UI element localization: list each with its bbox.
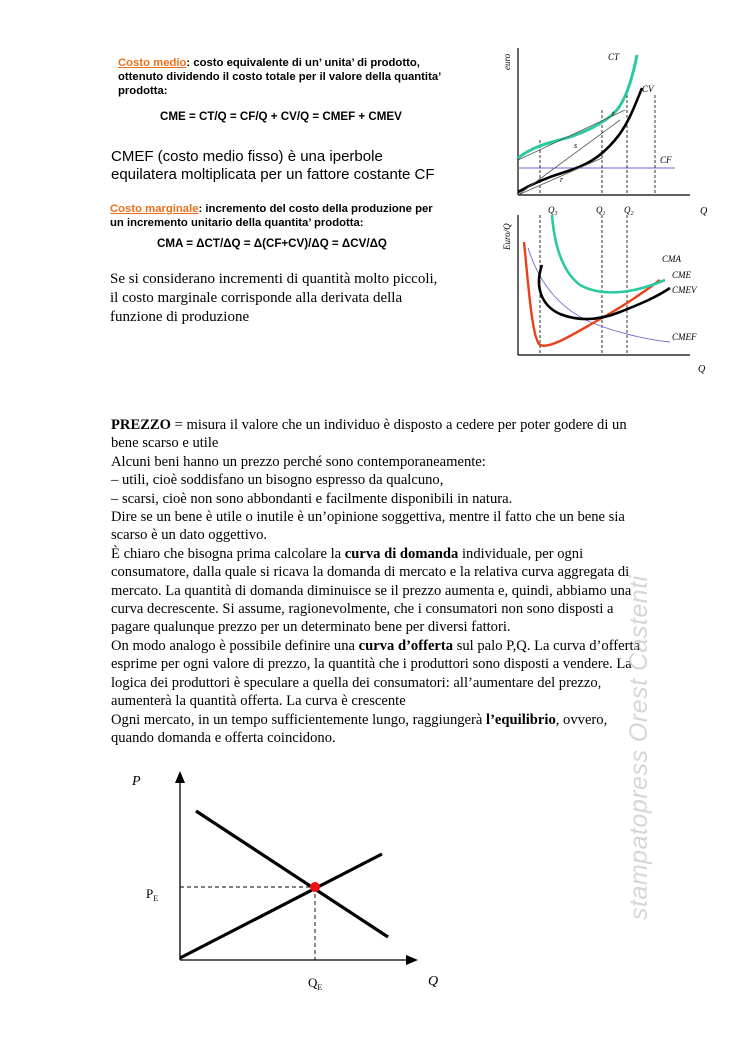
text-line: aumenterà la quantità offerta. La curva è crescente bbox=[111, 693, 406, 710]
cme-curve bbox=[552, 215, 665, 292]
text-span: È chiaro che bisogna prima calcolare la bbox=[111, 545, 345, 562]
derivative-note-line1: Se si considerano incrementi di quantità molto piccoli, bbox=[110, 271, 438, 287]
top-chart-y-label: euro bbox=[502, 53, 512, 70]
text-line: esprime per ogni valore di prezzo, la quantità che i produttori sono disposti a vendere. La bbox=[111, 656, 632, 673]
costo-medio-definition bbox=[118, 56, 478, 98]
ray-s bbox=[518, 120, 620, 195]
derivative-note-line2: il costo marginale corrisponde alla derivata della bbox=[110, 290, 403, 306]
cma-curve bbox=[524, 242, 660, 346]
pe-label: $P_E$ bbox=[146, 886, 159, 903]
cmef-curve bbox=[528, 248, 670, 342]
tick-q2: $Q_2$ bbox=[624, 205, 634, 217]
text-span: Ogni mercato, in un tempo sufficientemente lungo, raggiungerà bbox=[111, 711, 487, 728]
text-line: quando domanda e offerta coincidono. bbox=[111, 729, 336, 746]
cmef-label: CMEF bbox=[672, 332, 697, 342]
eq-x-axis-arrow bbox=[406, 955, 418, 965]
ray-r-label: r bbox=[560, 175, 564, 184]
costo-marginale-definition bbox=[110, 202, 480, 230]
qe-label: $Q_E$ bbox=[308, 975, 323, 992]
cmef-note-line1: CMEF (costo medio fisso) è una iperbole bbox=[111, 148, 383, 165]
text-line: pagare qualunque prezzo per un determinato bene per diversi fattori. bbox=[111, 619, 511, 636]
text-line: scarso è un dato oggettivo. bbox=[111, 527, 268, 544]
text-line: Alcuni beni hanno un prezzo perché sono contemporaneamente: bbox=[111, 453, 486, 470]
demand-curve bbox=[196, 811, 388, 937]
bottom-chart-y-label: Euro/Q bbox=[502, 223, 512, 250]
text-line: bene scarso e utile bbox=[111, 435, 219, 452]
costo-medio-text: : costo equivalente di un’ unita’ di prodotto, bbox=[186, 57, 420, 69]
prezzo-term: PREZZO bbox=[111, 417, 172, 433]
costo-marginale-title: Costo marginale bbox=[110, 203, 199, 215]
cmef-note bbox=[111, 148, 435, 184]
equilibrio-term: l’equilibrio bbox=[486, 711, 556, 728]
costo-medio-text-2: ottenuto dividendo il costo totale per il valore della quantita’ bbox=[118, 71, 442, 83]
tangent-label: t bbox=[612, 109, 615, 118]
cme-formula: CME = CT/Q = CF/Q + CV/Q = CMEF + CMEV bbox=[160, 110, 402, 123]
text-line: – scarsi, cioè non sono abbondanti e facilmente disponibili in natura. bbox=[111, 490, 513, 507]
text-line: Dire se un bene è utile o inutile è un’opinione soggettiva, mentre il fatto che un bene sia bbox=[111, 509, 625, 526]
text-line: – utili, cioè soddisfano un bisogno espresso da qualcuno, bbox=[111, 472, 444, 489]
cv-curve bbox=[518, 88, 642, 192]
ct-label: CT bbox=[608, 52, 620, 62]
cma-label: CMA bbox=[662, 254, 681, 264]
ct-curve bbox=[518, 55, 637, 158]
costo-medio-text-3: prodotta: bbox=[118, 85, 168, 97]
cv-label: CV bbox=[642, 84, 654, 94]
bottom-chart-x-label: Q bbox=[698, 364, 706, 375]
text-line: consumatore, dalla quale si ricava la domanda di mercato e la relativa curva aggregata di bbox=[111, 564, 630, 581]
ray-s-label: s bbox=[574, 141, 578, 150]
supply-curve bbox=[180, 854, 382, 958]
text-span: sul palo P,Q. La curva d’offerta bbox=[453, 637, 641, 654]
cmef-note-line2: equilatera moltiplicata per un fattore costante CF bbox=[111, 166, 435, 183]
curva-offerta-term: curva d’offerta bbox=[358, 637, 454, 654]
eq-y-axis-arrow bbox=[175, 771, 185, 783]
equilibrium-chart bbox=[120, 765, 460, 995]
eq-y-label: P bbox=[132, 774, 141, 789]
cost-curves-figure bbox=[490, 40, 720, 380]
costo-marginale-text-2: un incremento unitario della quantita’ prodotta: bbox=[110, 217, 364, 229]
cme-label: CME bbox=[672, 270, 691, 280]
cf-label: CF bbox=[660, 155, 672, 165]
text-line: mercato. La quantità di domanda diminuisce se il prezzo aumenta e, quindi, abbiamo una bbox=[111, 582, 632, 599]
derivative-note-line3: funzione di produzione bbox=[110, 309, 250, 325]
costo-medio-title: Costo medio bbox=[118, 57, 187, 69]
text-span: On modo analogo è possibile definire una bbox=[111, 637, 359, 654]
curva-domanda-term: curva di domanda bbox=[344, 545, 459, 562]
prezzo-definition: = misura il valore che un individuo è disposto a cedere per poter godere di un bbox=[171, 417, 627, 433]
costo-marginale-text: : incremento del costo della produzione per bbox=[198, 203, 433, 215]
tangent-t bbox=[518, 110, 625, 160]
text-span: , ovvero, bbox=[555, 711, 608, 728]
cmev-label: CMEV bbox=[672, 285, 697, 295]
eq-x-label: Q bbox=[428, 974, 439, 989]
text-span: individuale, per ogni bbox=[458, 545, 584, 562]
equilibrium-point bbox=[310, 882, 320, 892]
derivative-note bbox=[110, 270, 437, 327]
text-line: logica dei produttori è speculare a quella dei consumatori: all’aumentare del prezzo, bbox=[111, 674, 602, 691]
main-paragraphs bbox=[111, 416, 711, 747]
top-chart-x-label: Q bbox=[700, 206, 708, 217]
tick-q1: $Q_1$ bbox=[596, 205, 606, 217]
text-line: curva decrescente. Si assume, ragionevolmente, che i consumatori non sono disposti a bbox=[111, 601, 614, 618]
tick-q3: $Q_3$ bbox=[548, 205, 558, 217]
watermark: stampatopress Orest Castenti bbox=[625, 575, 653, 920]
cma-formula: CMA = ΔCT/ΔQ = Δ(CF+CV)/ΔQ = ΔCV/ΔQ bbox=[157, 237, 387, 250]
